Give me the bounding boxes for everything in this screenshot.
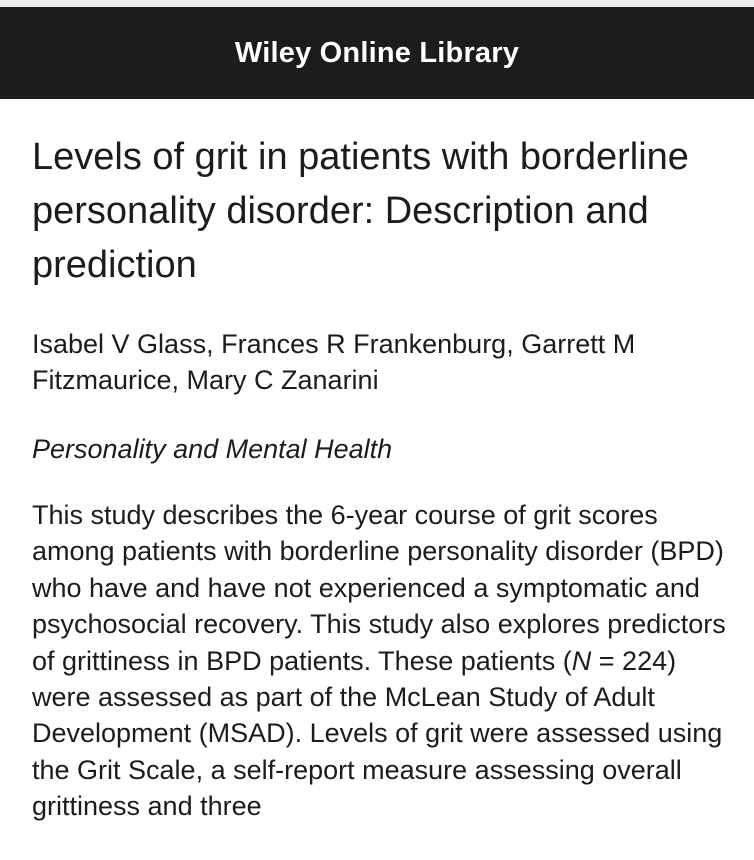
journal-name: Personality and Mental Health (32, 434, 393, 464)
site-header (0, 7, 754, 99)
abstract-text-part2: = 224) were assessed as part of the McLean Study of Adult Development (MSAD). Levels of grit were assessed using the Grit Scale, a self-report measure assessing overall grittiness and three (32, 645, 723, 822)
article-content (32, 130, 732, 825)
abstract-n-symbol: N (571, 645, 592, 676)
abstract-text-part1: This study describes the 6-year course of grit scores among patients with borderline personality disorder (BPD) who have and have not experienced a symptomatic and psychosocial recovery. This study also explores predictors of grittiness in BPD patients. These patients ( (32, 500, 726, 676)
article-abstract (32, 497, 732, 825)
site-title[interactable]: Wiley Online Library (234, 36, 520, 69)
article-title: Levels of grit in patients with borderline personality disorder: Description and prediction (32, 136, 689, 286)
article-authors: Isabel V Glass, Frances R Frankenburg, Garrett M Fitzmaurice, Mary C Zanarini (32, 329, 636, 395)
top-strip (0, 0, 754, 7)
